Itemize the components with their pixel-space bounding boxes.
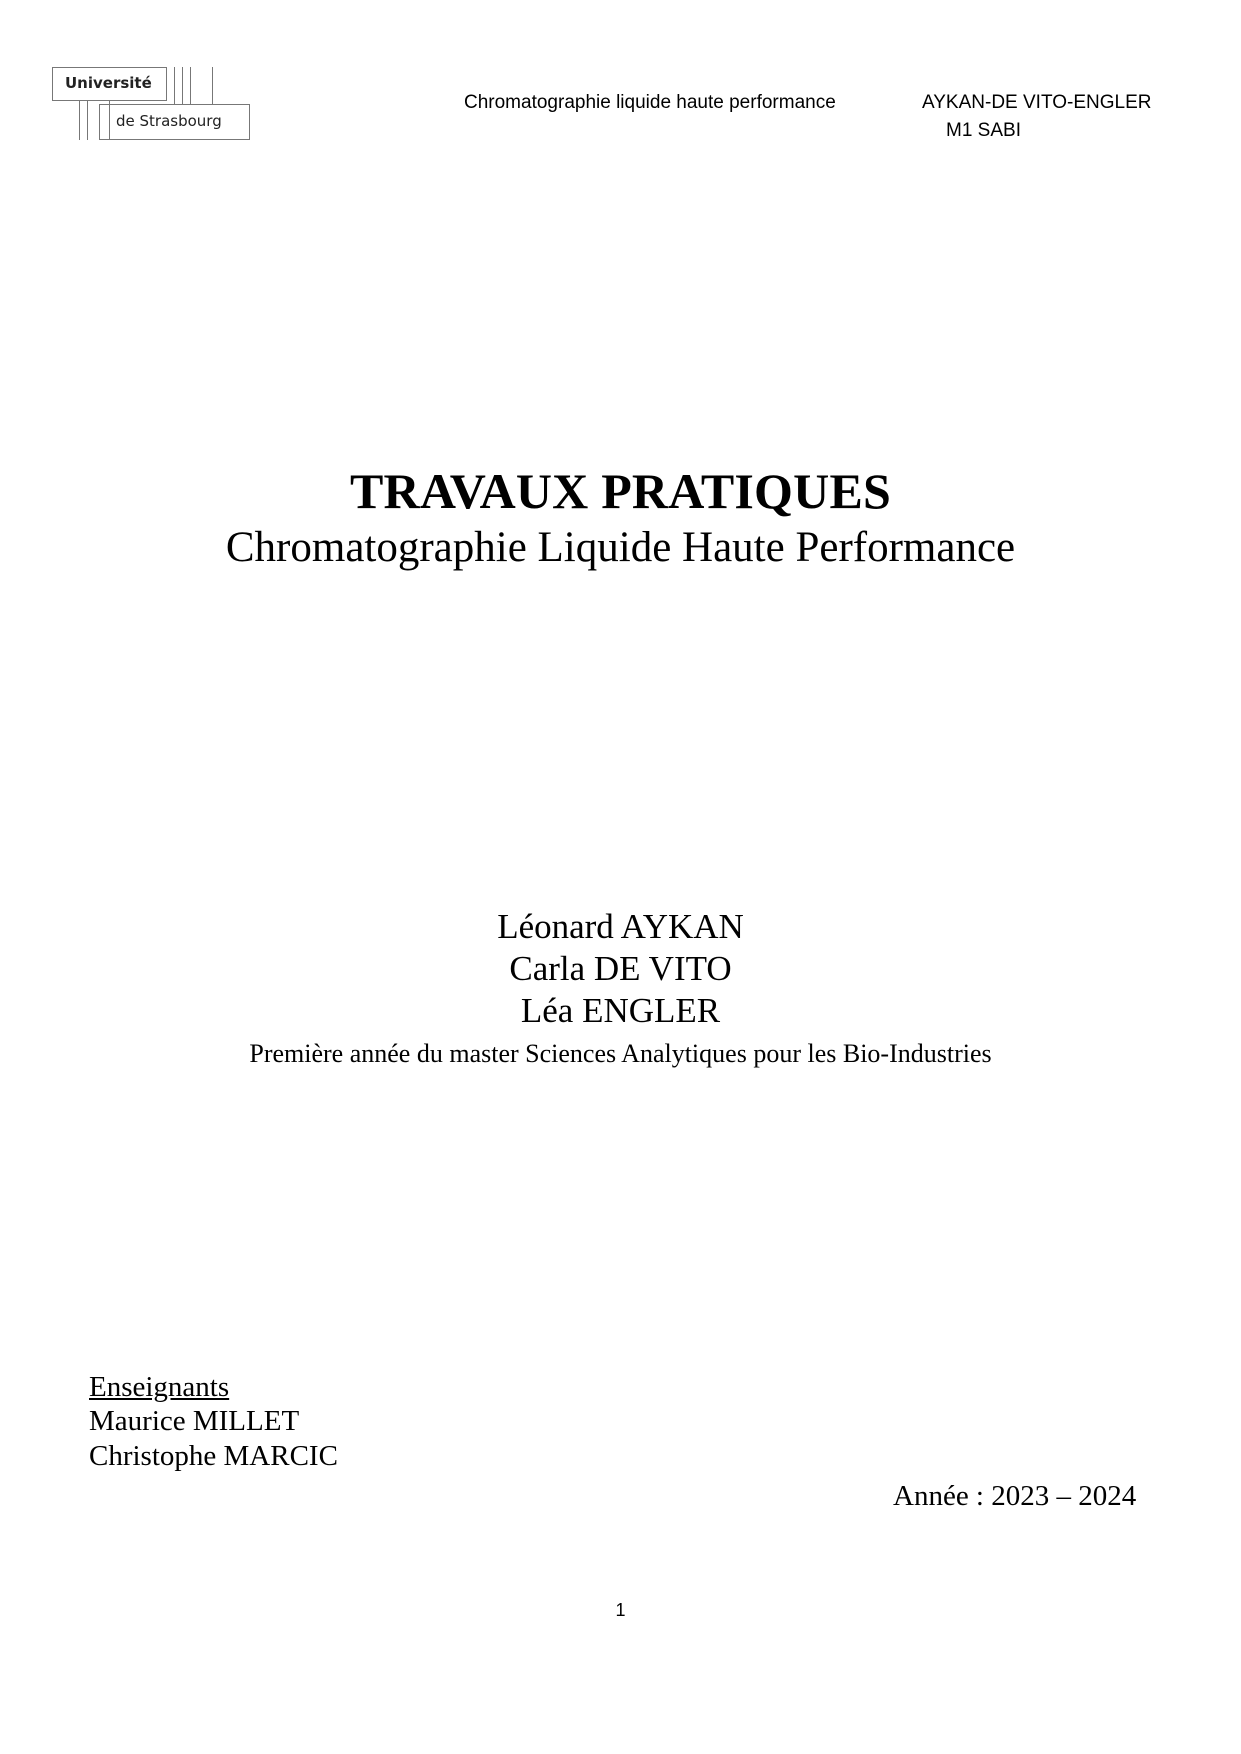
- university-logo: [52, 67, 252, 143]
- author-name: Carla DE VITO: [509, 949, 732, 988]
- page-number: 1: [615, 1600, 626, 1620]
- logo-line: [166, 67, 167, 101]
- logo-line: [109, 101, 110, 140]
- logo-line: [212, 67, 213, 104]
- subtitle: Chromatographie Liquide Haute Performance: [225, 524, 1016, 571]
- header-authors: AYKAN-DE VITO-ENGLER: [922, 92, 1152, 113]
- teachers-heading: Enseignants: [89, 1371, 230, 1403]
- logo-text-line1: Université: [65, 74, 152, 92]
- academic-year: Année : 2023 – 2024: [893, 1480, 1137, 1512]
- header-class: M1 SABI: [946, 120, 1021, 141]
- logo-line: [174, 67, 175, 104]
- logo-line: [79, 101, 80, 140]
- author-name: Léonard AYKAN: [497, 907, 744, 946]
- header-document-title: Chromatographie liquide haute performance: [464, 92, 836, 113]
- logo-line: [190, 67, 191, 104]
- teacher-name: Maurice MILLET: [89, 1405, 300, 1437]
- author-name: Léa ENGLER: [520, 991, 721, 1030]
- main-title: TRAVAUX PRATIQUES: [349, 463, 892, 519]
- teacher-name: Christophe MARCIC: [89, 1440, 338, 1472]
- logo-line: [182, 67, 183, 104]
- logo-text-line2: de Strasbourg: [116, 112, 222, 130]
- logo-line: [87, 101, 88, 140]
- program-description: Première année du master Sciences Analytiques pour les Bio-Industries: [249, 1039, 992, 1068]
